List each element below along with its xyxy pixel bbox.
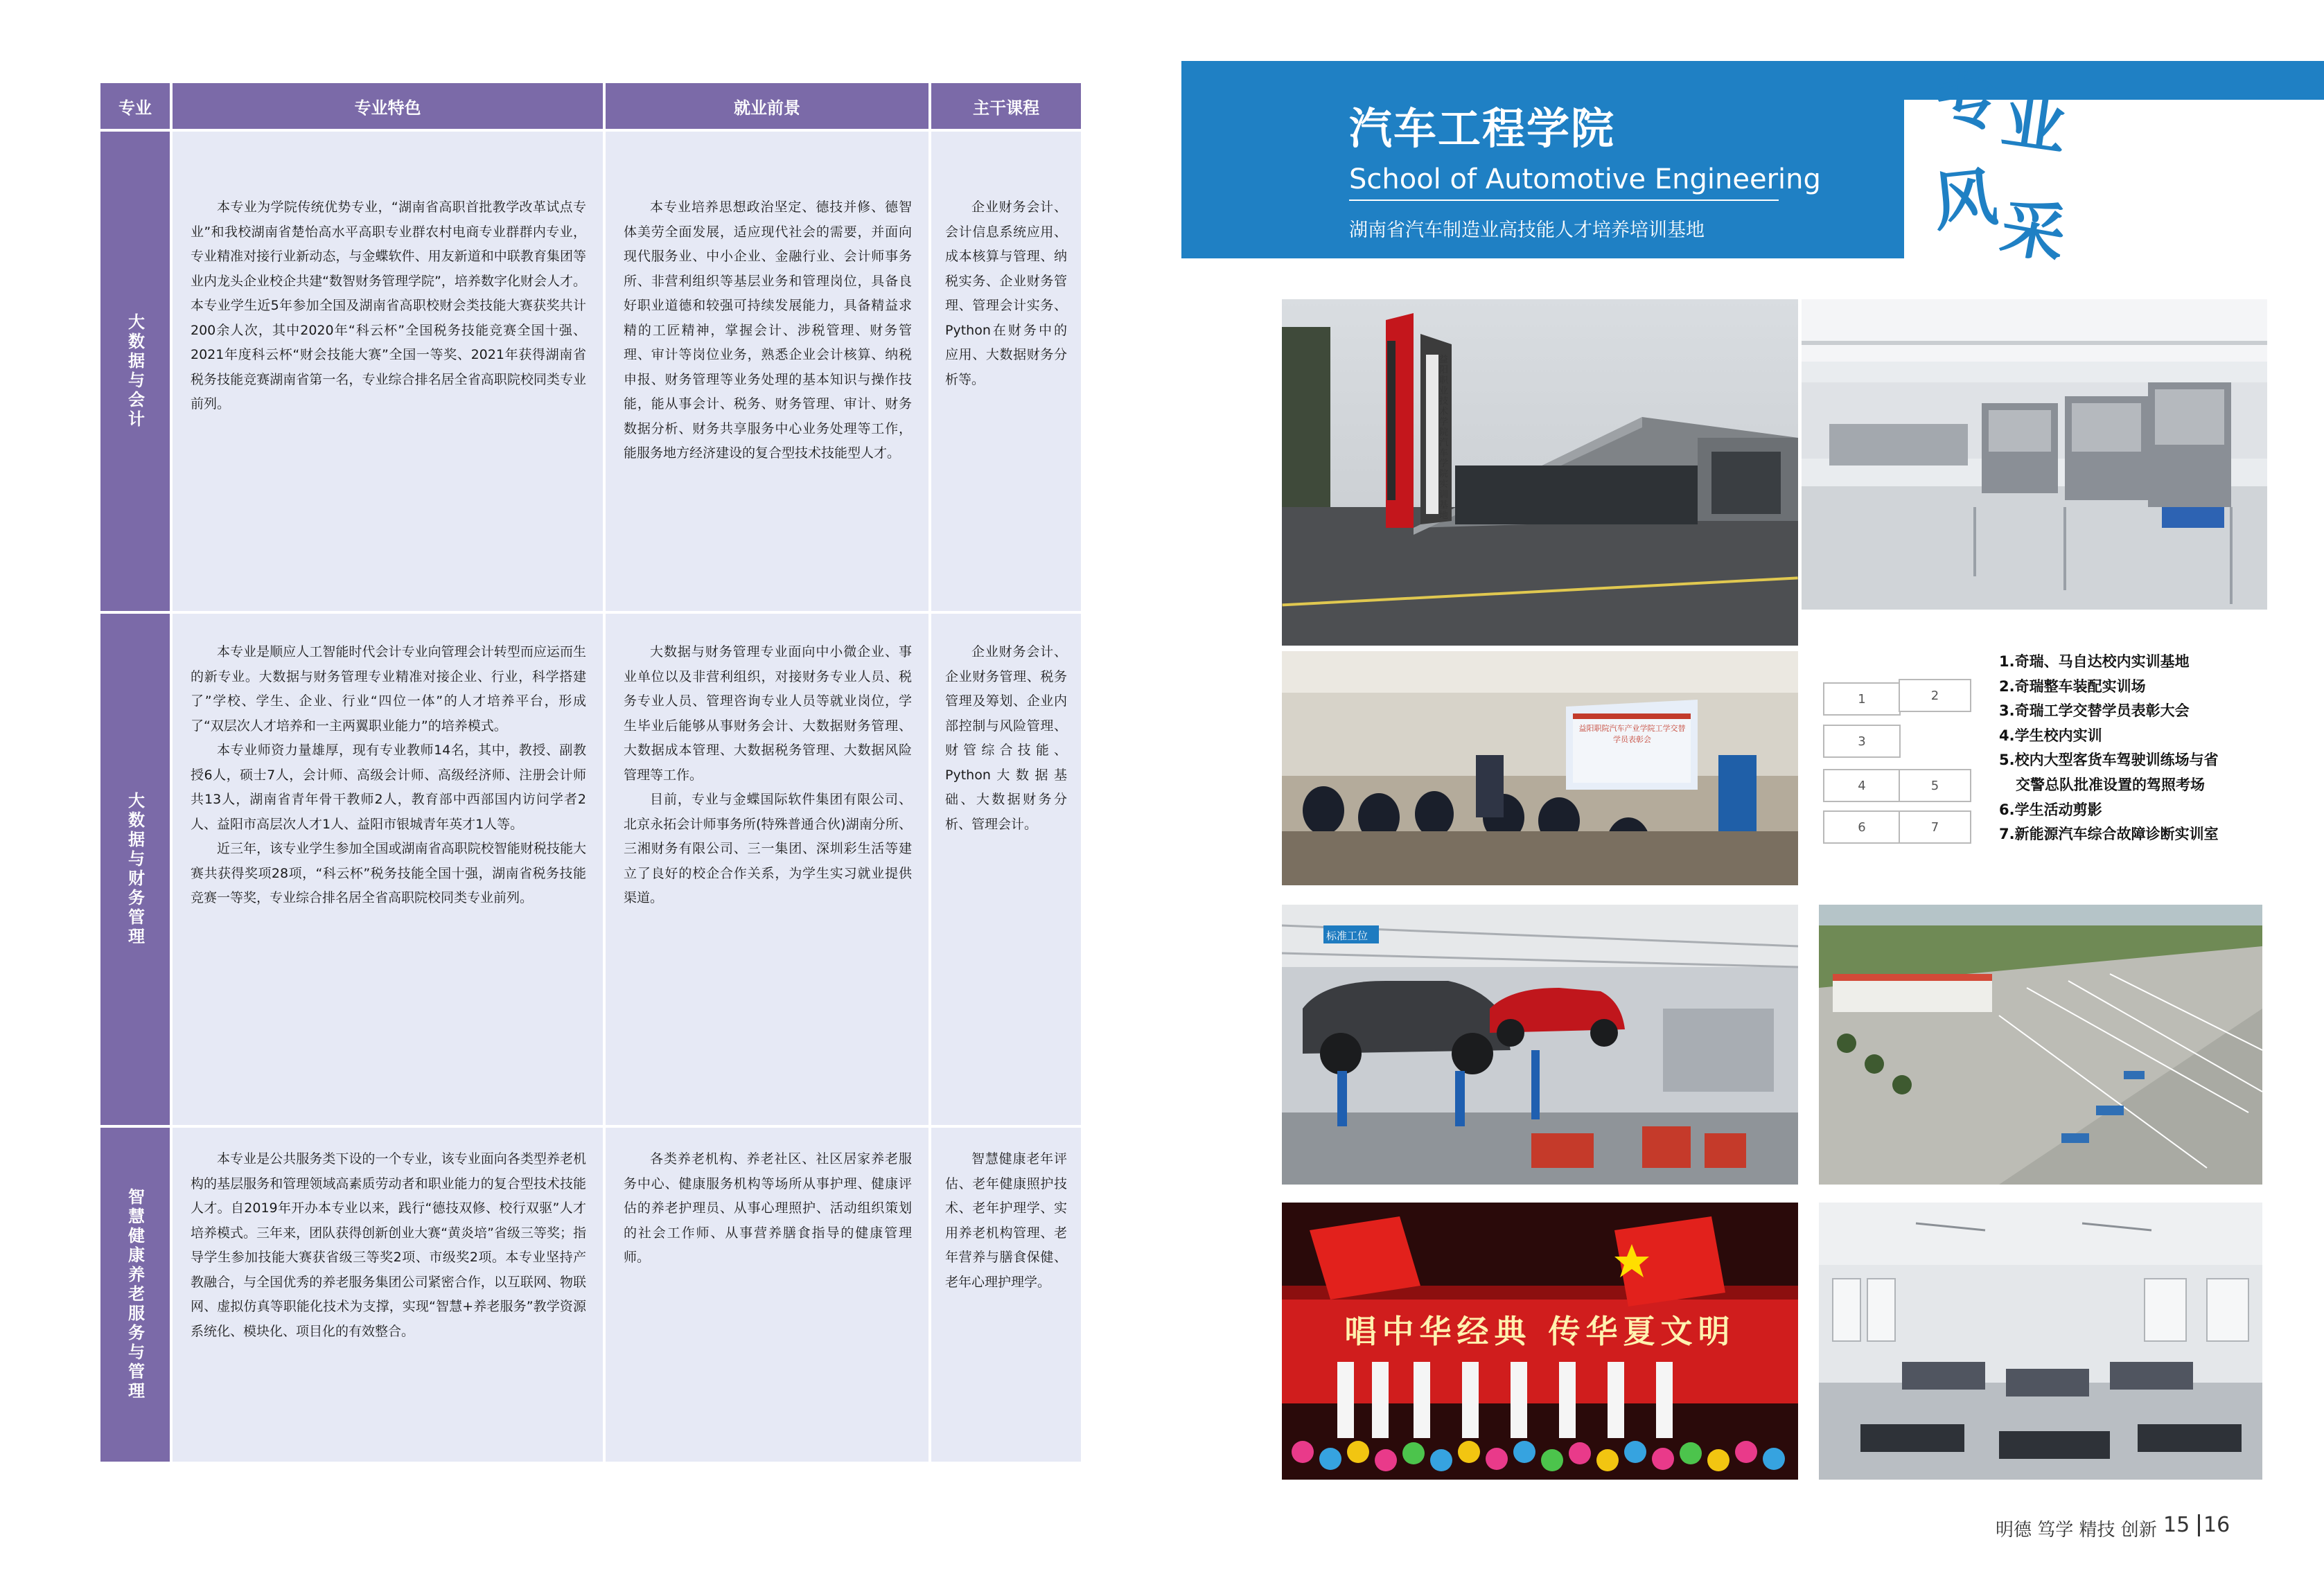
- major-table: [100, 83, 1081, 1462]
- caption: 交警总队批准设置的驾照考场: [2016, 776, 2205, 793]
- legend-box: 4: [1823, 769, 1901, 802]
- photo-student-training: [1282, 905, 1798, 1185]
- caption: 4.学生校内实训: [1999, 727, 2102, 744]
- major-name: 大数据与财务管理: [125, 792, 145, 947]
- legend-box: 6: [1823, 810, 1901, 844]
- svg-text:风: 风: [1937, 159, 2001, 240]
- legend-box: 7: [1899, 810, 1971, 844]
- header-course: 主干课程: [931, 83, 1081, 129]
- course-text: 企业财务会计、企业财务管理、税务管理及筹划、企业内部控制与风险管理、财管综合技能、Python大数据基础、大数据财务分析、管理会计。: [945, 644, 1067, 832]
- feature-cell: [173, 614, 603, 1125]
- legend-box: 3: [1823, 725, 1901, 758]
- major-name: 大数据与会计: [125, 313, 145, 429]
- feature-text: 本专业是顺应人工智能时代会计专业向管理会计转型而应运而生的新专业。大数据与财务管理专业精准对接企业、行业，科学搭建了”学校、学生、企业、行业“四位一体”的人才培养平台，形成了“双层次人才培养和一主两翼职业能力”的培养模式。: [191, 644, 586, 734]
- photo-diagnosis-lab: [1819, 1203, 2262, 1480]
- major-name: 智慧健康养老服务与管理: [125, 1188, 145, 1401]
- college-title-en: School of Automotive Engineering: [1349, 163, 1821, 195]
- calligraphy-title: [1937, 52, 2082, 274]
- caption: 2.奇瑞整车装配实训场: [1999, 677, 2146, 695]
- feature-cell: [173, 1128, 603, 1462]
- sign-text: 标准工位: [1326, 930, 1368, 942]
- page-number-right: 16: [2203, 1513, 2230, 1537]
- row-major-cell: [100, 614, 170, 1125]
- banner-divider: [1349, 200, 1779, 201]
- feature-cell: [173, 132, 603, 611]
- feature-text: 近三年，该专业学生参加全国或湖南省高职院校智能财税技能大赛共获得奖项28项，“科云杯”税务技能全国十强，湖南省税务技能竞赛一等奖，专业综合排名居全省高职院校同类专业前列。: [191, 841, 586, 905]
- svg-text:专: 专: [1937, 60, 2007, 145]
- course-text: 企业财务会计、会计信息系统应用、成本核算与管理、纳税实务、企业财务管理、管理会计实务、Python在财务中的应用、大数据财务分析等。: [945, 200, 1067, 387]
- feature-text: 本专业为学院传统优势专业，“湖南省高职首批教学改革试点专业”和我校湖南省楚怡高水平高职专业群农村电商专业群群内专业，专业精准对接行业新动态，与金蝶软件、用友新道和中联教育集团等业内龙头企业校企共建“数智财务管理学院”，培养数字化财会人才。本专业学生近5年参加全国及湖南省高职校财会类技能大赛获奖共计200余人次，其中2020年“科云杯”全国税务技能竞赛全国十强、2021年度科云杯“财会技能大赛”全国一等奖、2021年获得湖南省税务技能竞赛湖南省第一名，专业综合排名居全省高职院校同类专业前列。: [191, 200, 586, 411]
- photo-training-base: [1282, 299, 1798, 646]
- header-feature: 专业特色: [173, 83, 603, 129]
- svg-text:采: 采: [1995, 188, 2072, 274]
- banner-text: 唱中华经典 传华夏文明: [1344, 1313, 1736, 1350]
- caption: 3.奇瑞工学交替学员表彰大会: [1999, 702, 2190, 720]
- legend-box: 2: [1899, 679, 1971, 712]
- photo-ceremony: [1282, 651, 1798, 885]
- page-number-divider: [2198, 1514, 2200, 1536]
- svg-text:业: 业: [1997, 82, 2071, 165]
- course-cell: [931, 132, 1081, 611]
- legend-box: 5: [1899, 769, 1971, 802]
- header-major: 专业: [100, 83, 170, 129]
- row-major-cell: [100, 132, 170, 611]
- college-subtitle: 湖南省汽车制造业高技能人才培养培训基地: [1349, 220, 1705, 241]
- photo-student-activity: [1282, 1203, 1798, 1480]
- page-number-left: 15: [2163, 1513, 2190, 1537]
- sign-text: 益阳职业技术学院汽车学院实训基地: [1439, 355, 1449, 521]
- prospect-text: 各类养老机构、养老社区、社区居家养老服务中心、健康服务机构等场所从事护理、健康评估的养老护理员、从事心理照护、活动组织策划的社会工作师、从事营养膳食指导的健康管理师。: [624, 1151, 912, 1265]
- college-banner: [1181, 61, 1904, 258]
- caption: 7.新能源汽车综合故障诊断实训室: [1999, 826, 2219, 843]
- prospect-text: 目前，专业与金蝶国际软件集团有限公司、北京永拓会计师事务所(特殊普通合伙)湖南分所、三湘财务有限公司、三一集团、深圳彩生活等建立了良好的校企合作关系，为学生实习就业提供渠道。: [624, 792, 912, 905]
- course-cell: [931, 614, 1081, 1125]
- header-prospect: 就业前景: [606, 83, 928, 129]
- caption: 6.学生活动剪影: [1999, 801, 2102, 818]
- photo-driving-range: [1819, 905, 2262, 1185]
- feature-text: 本专业师资力量雄厚，现有专业教师14名，其中，教授、副教授6人，硕士7人，会计师、高级会计师、高级经济师、注册会计师共13人，湖南省青年骨干教师2人，教育部中西部国内访问学者2人、益阳市高层次人才1人、益阳市银城青年英才1人等。: [191, 743, 586, 832]
- course-text: 智慧健康老年评估、老年健康照护技术、老年护理学、实用养老机构管理、老年营养与膳食保健、老年心理护理学。: [945, 1151, 1067, 1290]
- prospect-text: 本专业培养思想政治坚定、德技并修、德智体美劳全面发展，适应现代社会的需要，并面向现代服务业、中小企业、金融行业、会计师事务所、非营利组织等基层业务和管理岗位，具备良好职业道德和较强可持续发展能力，具备精益求精的工匠精神，掌握会计、涉税管理、财务管理、审计等岗位业务，熟悉企业会计核算、纳税申报、财务管理等业务处理的基本知识与操作技能，能从事会计、税务、财务管理、审计、财务数据分析、财务共享服务中心业务处理等工作，能服务地方经济建设的复合型技术技能型人才。: [624, 200, 912, 461]
- college-title: 汽车工程学院: [1349, 103, 1616, 154]
- prospect-cell: [606, 132, 928, 611]
- course-cell: [931, 1128, 1081, 1462]
- caption: 5.校内大型客货车驾驶训练场与省: [1999, 752, 2219, 769]
- prospect-cell: [606, 614, 928, 1125]
- feature-text: 本专业是公共服务类下设的一个专业，该专业面向各类型养老机构的基层服务和管理领域高素质劳动者和职业能力的复合型技术技能人才。自2019年开办本专业以来，践行“德技双修、校行双驱”人才培养模式。三年来，团队获得创新创业大赛“黄炎培”省级三等奖；指导学生参加技能大赛获省级三等奖2项、市级奖2项。本专业坚持产教融合，与全国优秀的养老服务集团公司紧密合作，以互联网、物联网、虚拟仿真等职能化技术为支撑，实现“智慧+养老服务”教学资源系统化、模块化、项目化的有效整合。: [191, 1151, 586, 1339]
- photo-captions: [1999, 650, 2219, 847]
- photo-assembly-workshop: [1802, 299, 2267, 610]
- prospect-cell: [606, 1128, 928, 1462]
- prospect-text: 大数据与财务管理专业面向中小微企业、事业单位以及非营利组织，对接财务专业人员、税务专业人员、管理咨询专业人员等就业岗位，学生毕业后能够从事财务会计、大数据财务管理、大数据成本管理、大数据税务管理、大数据风险管理等工作。: [624, 644, 912, 783]
- legend-box: 1: [1823, 682, 1901, 716]
- school-motto: 明德 笃学 精技 创新: [1996, 1520, 2157, 1541]
- row-major-cell: [100, 1128, 170, 1462]
- screen-text: 益阳职院汽车产业学院工学交替学员表彰会: [1578, 724, 1686, 744]
- caption: 1.奇瑞、马自达校内实训基地: [1999, 653, 2190, 670]
